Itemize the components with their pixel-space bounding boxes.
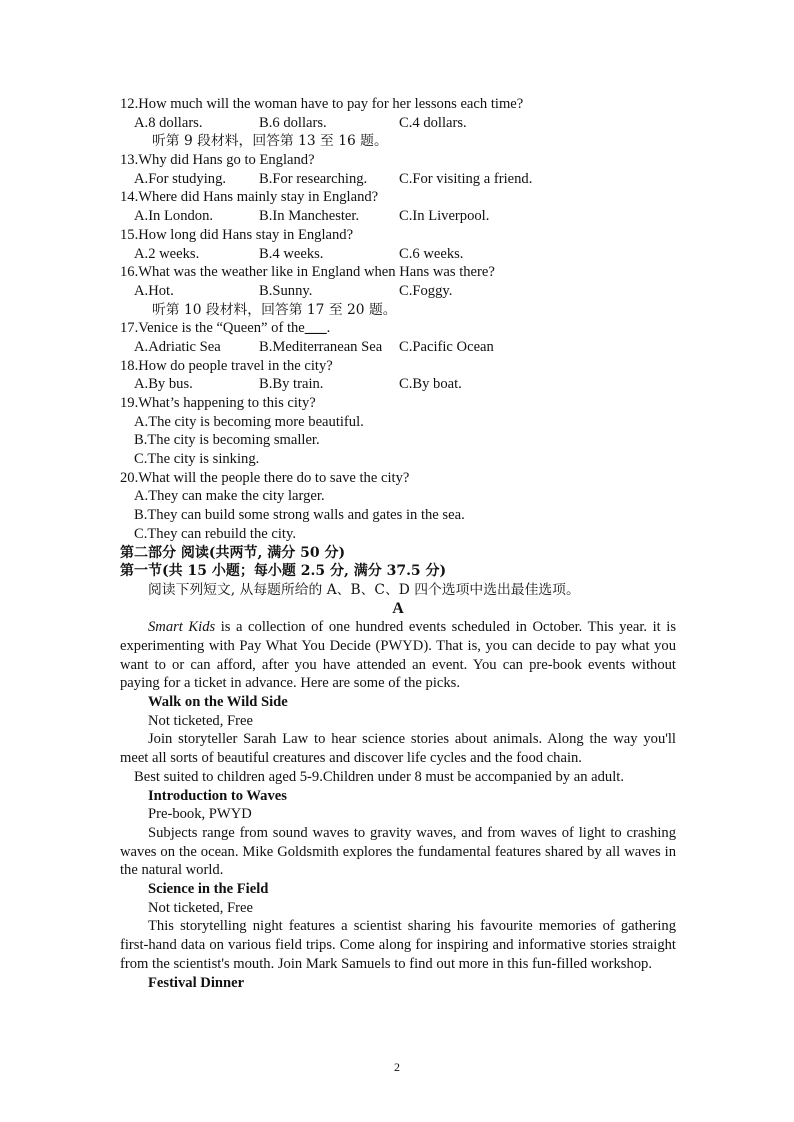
question-19: 19.What’s happening to this city? (120, 395, 316, 411)
options-13 (120, 170, 676, 189)
event-title: Walk on the Wild Side (148, 694, 288, 711)
question-14: 14.Where did Hans mainly stay in England? (120, 189, 379, 206)
question-13: 13.Why did Hans go to England? (120, 152, 315, 169)
question-17-blank: ___ (304, 320, 327, 337)
option-c: C.4 dollars. (399, 114, 467, 131)
page-content (120, 95, 676, 992)
event-title: Festival Dinner (148, 974, 245, 991)
option-c: C.In Liverpool. (399, 208, 490, 225)
intro-italic: Smart Kids (148, 619, 216, 636)
event-ticket: Not ticketed, Free (148, 712, 253, 729)
option-a: A.In London. (134, 208, 214, 225)
question-12: 12.How much will the woman have to pay for her lessons each time? (120, 96, 524, 112)
options-17 (120, 338, 676, 357)
option-b: B.6 dollars. (259, 114, 327, 131)
option-b: B.In Manchester. (259, 208, 360, 225)
options-12 (120, 114, 676, 133)
option-a: A.For studying. (134, 170, 227, 187)
options-15 (120, 245, 676, 264)
option-19-b: B.The city is becoming smaller. (134, 432, 320, 449)
option-c: C.6 weeks. (399, 245, 464, 262)
event-title: Introduction to Waves (148, 787, 287, 804)
option-b: B.For researching. (259, 170, 368, 187)
options-18 (120, 375, 676, 394)
option-b: B.By train. (259, 376, 324, 393)
passage-letter: A (392, 599, 404, 617)
option-a: A.By bus. (134, 376, 193, 393)
event-note: Best suited to children aged 5-9.Children under 8 must be accompanied by an adult. (134, 768, 624, 785)
option-19-a: A.The city is becoming more beautiful. (134, 413, 364, 430)
option-c: C.By boat. (399, 376, 462, 393)
question-17 (120, 319, 676, 338)
option-19-c: C.The city is sinking. (134, 451, 260, 468)
option-b: B.Sunny. (259, 282, 313, 299)
intro-text: is a collection of one hundred events scheduled in October. This year. it is experimenting with Pay What You Decide (PWYD). That is, you can decide to pay what you want to or can afford, after you have attended an event. You can pre-book events without paying for a ticket in advance. Here are some of the picks. (120, 619, 676, 692)
options-16 (120, 282, 676, 301)
event-ticket: Not ticketed, Free (148, 899, 253, 916)
event-ticket: Pre-book, PWYD (148, 806, 252, 823)
option-c: C.Pacific Ocean (399, 338, 494, 355)
option-a: A.Adriatic Sea (134, 338, 221, 355)
question-15: 15.How long did Hans stay in England? (120, 226, 354, 243)
page-number: 2 (394, 1060, 400, 1074)
question-16: 16.What was the weather like in England when Hans was there? (120, 264, 495, 281)
question-17-text: 17.Venice is the “Queen” of the (120, 320, 305, 337)
option-20-b: B.They can build some strong walls and gates in the sea. (134, 507, 465, 524)
event-description: Join storyteller Sarah Law to hear science stories about animals. Along the way you'll meet all sorts of beautiful creatures and discover life cycles and the food chain. (120, 731, 676, 767)
option-b: B.Mediterranean Sea (259, 338, 383, 355)
question-20: 20.What will the people there do to save the city? (120, 469, 410, 486)
part2-title: 第二部分 阅读(共两节, 满分 50 分) (120, 544, 346, 561)
question-17-tail: . (326, 320, 331, 337)
listening-instruction-9: 听第 9 段材料，回答第 13 至 16 题。 (152, 133, 388, 150)
option-c: C.For visiting a friend. (399, 170, 533, 187)
option-c: C.Foggy. (399, 282, 453, 299)
listening-instruction-10: 听第 10 段材料，回答第 17 至 20 题。 (152, 301, 397, 318)
option-20-a: A.They can make the city larger. (134, 488, 325, 505)
option-a: A.2 weeks. (134, 245, 200, 262)
section1-title: 第一节(共 15 小题；每小题 2.5 分, 满分 37.5 分) (120, 563, 447, 580)
options-14 (120, 207, 676, 226)
option-a: A.8 dollars. (134, 114, 203, 131)
passage-intro (120, 618, 676, 693)
event-description: Subjects range from sound waves to gravity waves, and from waves of light to crashing waves on the ocean. Mike Goldsmith explores the fundamental features shared by all waves in the natural world. (120, 824, 676, 879)
option-b: B.4 weeks. (259, 245, 324, 262)
question-18: 18.How do people travel in the city? (120, 357, 333, 374)
option-20-c: C.They can rebuild the city. (134, 525, 296, 542)
event-title: Science in the Field (148, 881, 269, 898)
event-description: This storytelling night features a scientist sharing his favourite memories of gathering first-hand data on various field trips. Come along for inspiring and informative stories straight from the scientist's mouth. Join Mark Samuels to find out more in this fun-filled workshop. (120, 918, 676, 972)
option-a: A.Hot. (134, 282, 174, 299)
reading-direction: 阅读下列短文, 从每题所给的 A、B、C、D 四个选项中选出最佳选项。 (148, 581, 580, 598)
